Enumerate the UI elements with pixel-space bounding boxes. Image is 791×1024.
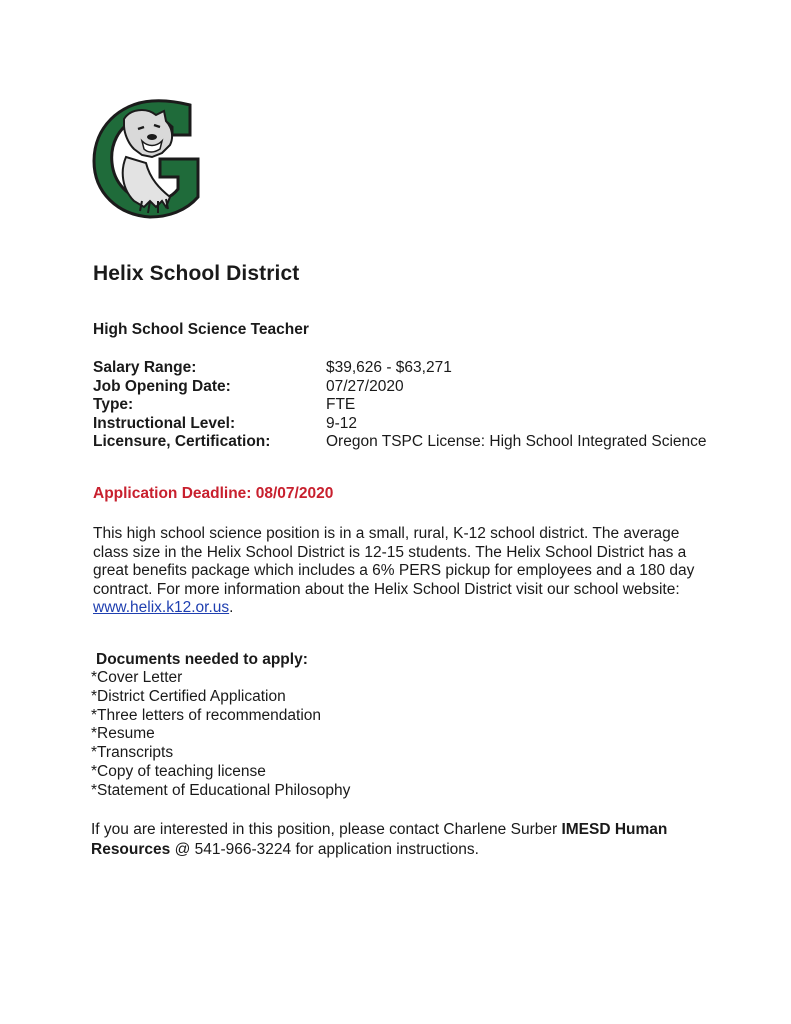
grizzly-bear-letter-g-logo-icon — [90, 97, 210, 221]
detail-label: Licensure, Certification: — [93, 433, 271, 451]
description-trailing: . — [229, 599, 234, 617]
school-logo — [90, 97, 210, 221]
detail-value: FTE — [326, 396, 356, 414]
list-item: *Copy of teaching license — [91, 762, 266, 780]
job-details-table — [93, 359, 733, 452]
documents-list — [91, 669, 350, 801]
list-item: *District Certified Application — [91, 687, 286, 705]
documents-heading: Documents needed to apply: — [96, 651, 308, 668]
list-item: *Transcripts — [91, 744, 174, 762]
contact-info — [91, 820, 711, 860]
detail-label: Job Opening Date: — [93, 377, 231, 395]
description-text: This high school science position is in a small, rural, K-12 school district. The average class size in the Helix School District is 12-15 students. The Helix School District has a great benefits package which includes a 6% PERS pickup for employees and a 180 day contract. For more information about the Helix School District visit our school website: — [93, 525, 695, 598]
detail-value: 9-12 — [326, 414, 358, 432]
contact-suffix: @ 541-966-3224 for application instructions. — [170, 841, 479, 858]
job-title: High School Science Teacher — [93, 321, 309, 338]
detail-label: Salary Range: — [93, 359, 197, 377]
list-item: *Statement of Educational Philosophy — [91, 781, 351, 799]
application-deadline: Application Deadline: 08/07/2020 — [93, 485, 334, 502]
detail-row-level — [93, 415, 733, 434]
detail-label: Type: — [93, 396, 134, 414]
detail-row-licensure — [93, 433, 733, 452]
detail-value: 07/27/2020 — [326, 377, 404, 395]
school-website-link[interactable]: www.helix.k12.or.us — [93, 599, 230, 617]
detail-value: Oregon TSPC License: High School Integrated Science — [326, 433, 707, 451]
list-item: *Cover Letter — [91, 669, 183, 686]
list-item: *Three letters of recommendation — [91, 706, 322, 724]
detail-value: $39,626 - $63,271 — [326, 359, 452, 377]
position-description — [93, 525, 713, 618]
list-item: *Resume — [91, 725, 155, 743]
detail-row-salary — [93, 359, 733, 378]
district-name: Helix School District — [93, 262, 300, 285]
contact-department: IMESD Human Resources — [91, 821, 668, 858]
detail-label: Instructional Level: — [93, 414, 236, 432]
detail-row-type — [93, 396, 733, 415]
contact-prefix: If you are interested in this position, please contact Charlene Surber — [91, 821, 562, 838]
detail-row-opening-date — [93, 378, 733, 397]
